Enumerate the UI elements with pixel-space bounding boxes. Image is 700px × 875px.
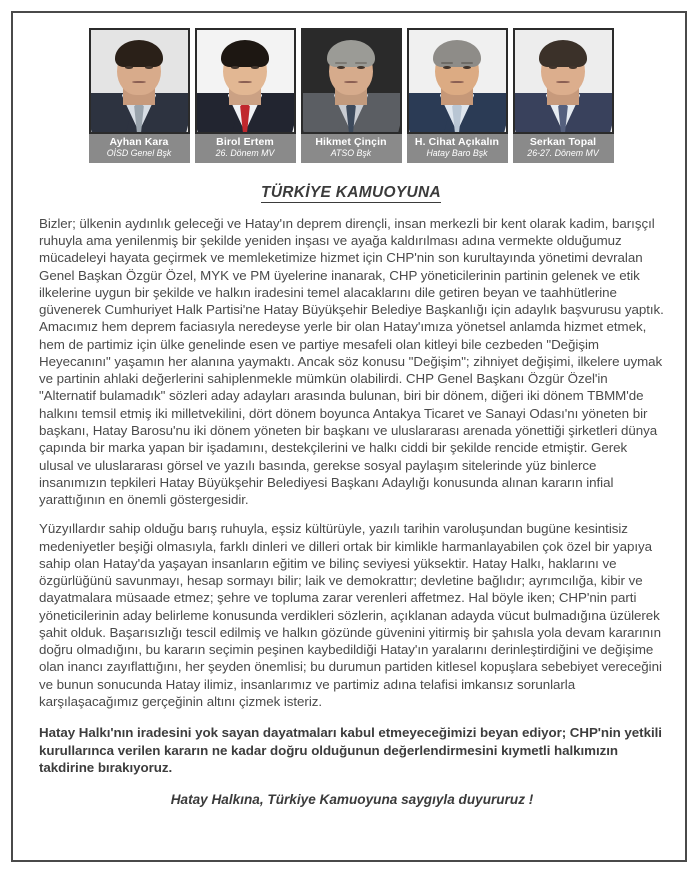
person-card [89, 28, 190, 163]
person-caption [407, 134, 508, 163]
page-title [13, 184, 689, 202]
person-role: Hatay Baro Bşk [426, 148, 488, 159]
portrait-birol-ertem [197, 30, 294, 132]
person-name: H. Cihat Açıkalın [414, 136, 500, 148]
portrait-frame [195, 28, 296, 134]
person-caption [301, 134, 402, 163]
signatories-photo-strip [13, 13, 689, 163]
person-name: Hikmet Çinçin [315, 136, 387, 148]
paragraph-3-emphasis: Hatay Halkı'nın iradesini yok sayan dayatmaları kabul etmeyeceğimizi beyan ediyor; CHP'nin yetkili kurullarınca verilen kararın ne kadar doğru olduğunun değerlendirmesini kıymetli halkımızın takdirine bırakıyoruz. [39, 725, 662, 775]
person-name: Serkan Topal [529, 136, 597, 148]
closing-salutation: Hatay Halkına, Türkiye Kamuoyuna saygıyla duyururuz ! [170, 792, 534, 808]
paragraph-1: Bizler; ülkenin aydınlık geleceği ve Hatay'ın deprem dirençli, insan merkezli bir kent olarak kadim, barışçıl ruhuyla ama yenilenmiş bir şekilde yeniden inşası ve ayağa kaldırılması adına vermekte olduğumuz mücadeleyi hayata geçirmek ve memleketimize hizmet için CHP'nin son kurultayında yönetimi devralan Genel Başkan Özgür Özel, MYK ve PM üyelerine inanarak, CHP yöneticilerinin partinin gelenek ve etik ilkelerine uygun bir şekilde ve halkın iradesini temel alacaklarını dile getiren beyan ve taahhütlerine güvenerek Cumhuriyet Halk Partisi'ne Hatay Büyükşehir Belediye Başkanlığı için adaylık başvurusu yaptık. Amacımız hem deprem faciasıyla neredeyse yerle bir olan Hatay'ımıza yönetsel anlamda hizmet etmek, hem de partimiz için ülke genelinde esen ve partiye mesafeli olan kitleyi bile cezbeden "Değişim Heyecanını" yaşamın her alanına yaymaktı. Ancak söz konusu "Değişim"; zihniyet değişimi, ilkelere uymak ve partinin ahlaki değerlerini sahiplenmekle mümkün olabilirdi. CHP Genel Başkanı Özgür Özel'in "Alternatif bulamadık" sözleri aday adayları arasında bulunan, biri bir dönem, diğeri iki dönem TBMM'de halkını temsil etmiş iki milletvekilini, dört dönem boyunca Antakya Ticaret ve Sanayi Odası'nı yöneten bir başkanı, Hatay Barosu'nu iki dönem yöneten bir başkanı ve uluslararası arenada yönettiği şirketleri dünya çapında bir marka yapan bir işadamını, destekçilerini ve halkı ciddi bir şekilde rencide etmiştir. Gerek ulusal ve uluslararası görsel ve yazılı basında, gerekse sosyal paylaşım sitelerinde yüz binlerce insanımızın tepkileri Hatay Büyükşehir Belediyesi Başkanı Adaylığı konusunda alınan kararın infial yarattığının en önemli göstergesidir. [39, 215, 664, 508]
person-role: 26. Dönem MV [215, 148, 275, 159]
portrait-serkan-topal [515, 30, 612, 132]
person-card [301, 28, 402, 163]
person-caption [195, 134, 296, 163]
paragraph-2: Yüzyıllardır sahip olduğu barış ruhuyla, eşsiz kültürüyle, yazılı tarihin varoluşundan bugüne kesintisiz medeniyetler beşiği olmasıyla, farklı dinleri ve dilleri ortak bir kimlikle harmanlayabilen çok özel bir yapıya sahip olan Hatay'da yaşayan insanların eğitim ve bilinç seviyesi yüksektir. Hatay Halkı, haklarını ve özgürlüğünü savunmayı, hesap sormayı bilir; laik ve demokrattır; devletine bağlıdır; ayrımcılığa, kibir ve dayatmalara müsaade etmez; şehre ve topluma zarar verenleri affetmez. Hal böyle iken; CHP'nin parti yöneticilerinin aday belirleme konusunda verdikleri sözlerin, açıklanan adayda vücut bulmadığına üzülerek şahit olduk. Başarısızlığı tescil edilmiş ve halkın gözünde güvenini yitirmiş bir şahısla yola devam kararının doğru olmadığını, bu kararın seçimin peşinen kaybedildiği Hatay'ın yaralarını derinleştirdiğini ve değişime olan inancı zayıflattığını, her şeyden önemlisi; bu durumun partiden kitlesel kopuşlara sebebiyet vereceğini ve bunun sonucunda Hatay ilimiz, insanlarımız ve partimiz adına telafisi imkansız sorunlarla karşılaşacağımız gerçeğinin altını çizmek isteriz. [39, 521, 662, 709]
person-card [513, 28, 614, 163]
person-caption [513, 134, 614, 163]
person-card [407, 28, 508, 163]
portrait-ayhan-kara [91, 30, 188, 132]
person-caption [89, 134, 190, 163]
announcement-body [13, 215, 689, 807]
announcement-page [11, 11, 687, 862]
portrait-frame [89, 28, 190, 134]
person-name: Birol Ertem [216, 136, 274, 148]
portrait-frame [301, 28, 402, 134]
portrait-h-cihat-acikalin [409, 30, 506, 132]
person-role: 26-27. Dönem MV [527, 148, 599, 159]
portrait-frame [513, 28, 614, 134]
portrait-frame [407, 28, 508, 134]
page-title-text: TÜRKİYE KAMUOYUNA [261, 183, 441, 201]
page-inner [13, 13, 689, 864]
person-role: ATSO Bşk [330, 148, 372, 159]
portrait-hikmet-cincin [303, 30, 400, 132]
person-card [195, 28, 296, 163]
person-role: OİSD Genel Bşk [106, 148, 172, 159]
person-name: Ayhan Kara [109, 136, 169, 148]
